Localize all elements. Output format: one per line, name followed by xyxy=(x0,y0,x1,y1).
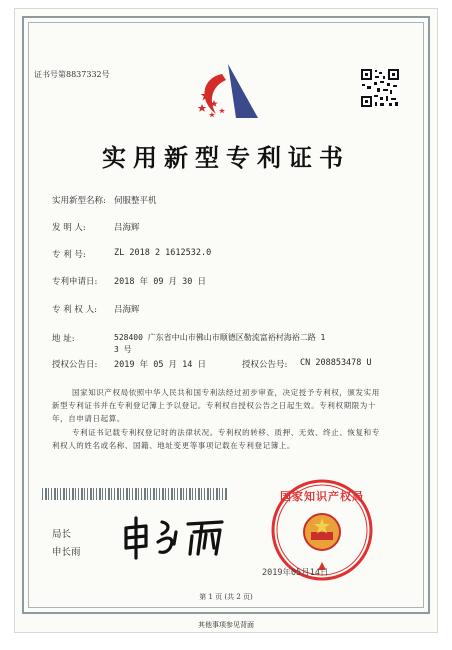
qr-code-icon xyxy=(360,68,400,108)
paragraph-line: 国家知识产权局依照中华人民共和国专利法经过初步审查，决定授予专利权，颁发实用 xyxy=(72,388,380,397)
grant-date-label: 授权公告日: xyxy=(52,360,98,370)
paragraph-line: 年，自申请日起算。 xyxy=(52,414,125,423)
address-line-1: 528400 广东省中山市佛山市顺德区勒流富裕村海裕二路 1 xyxy=(114,333,326,342)
patent-holder-value: 吕海辉 xyxy=(114,305,140,315)
patent-number-label: 专 利 号: xyxy=(52,250,86,260)
seal-text: 国家知识产权局 xyxy=(280,490,364,503)
logo-star-icon xyxy=(198,104,207,112)
director-signature xyxy=(118,514,230,560)
paragraph-grant xyxy=(52,386,412,425)
grant-number-label: 授权公告号: xyxy=(242,360,288,370)
address-label: 地 址: xyxy=(52,334,75,344)
logo-blue-shape xyxy=(228,64,258,118)
director-title: 局长 xyxy=(52,529,72,540)
national-emblem-icon xyxy=(304,514,340,550)
grant-date-value: 2019 年 05 月 14 日 xyxy=(114,360,207,370)
footer-note: 其他事项参见背面 xyxy=(198,621,254,629)
paragraph-legal-status xyxy=(52,426,412,452)
name-label: 实用新型名称: xyxy=(52,196,106,206)
director-name: 申长雨 xyxy=(52,547,81,558)
seal-date: 2019年05月14日 xyxy=(262,568,329,578)
inventor-value: 吕海辉 xyxy=(114,223,140,233)
certificate-title: 实用新型专利证书 xyxy=(102,143,350,172)
certificate-number: 证书号第8837332号 xyxy=(34,70,110,79)
paragraph-line: 新型专利证书并在专利登记簿上予以登记。专利权自授权公告之日起生效。专利权期限为十 xyxy=(52,401,376,410)
logo-star-icon xyxy=(219,108,225,113)
page-number: 第 1 页 (共 2 页) xyxy=(199,593,253,601)
logo-star-icon xyxy=(209,112,215,117)
name-value: 伺服整平机 xyxy=(114,196,157,206)
cnipa-logo xyxy=(192,60,264,124)
inventor-label: 发 明 人: xyxy=(52,223,86,233)
filing-date-value: 2018 年 09 月 30 日 xyxy=(114,277,207,287)
patent-holder-label: 专 利 权 人: xyxy=(52,305,97,315)
patent-number-value: ZL 2018 2 1612532.0 xyxy=(114,248,212,258)
grant-number-value: CN 208853478 U xyxy=(300,358,372,368)
paragraph-line: 专利证书记载专利权登记时的法律状况。专利权的转移、质押、无效、终止、恢复和专 xyxy=(72,428,380,437)
address-line-2: 3 号 xyxy=(114,345,132,354)
barcode-strip xyxy=(42,488,228,500)
paragraph-line: 利权人的姓名或名称、国籍、地址变更等事项记载在专利登记簿上。 xyxy=(52,441,295,450)
filing-date-label: 专利申请日: xyxy=(52,277,98,287)
